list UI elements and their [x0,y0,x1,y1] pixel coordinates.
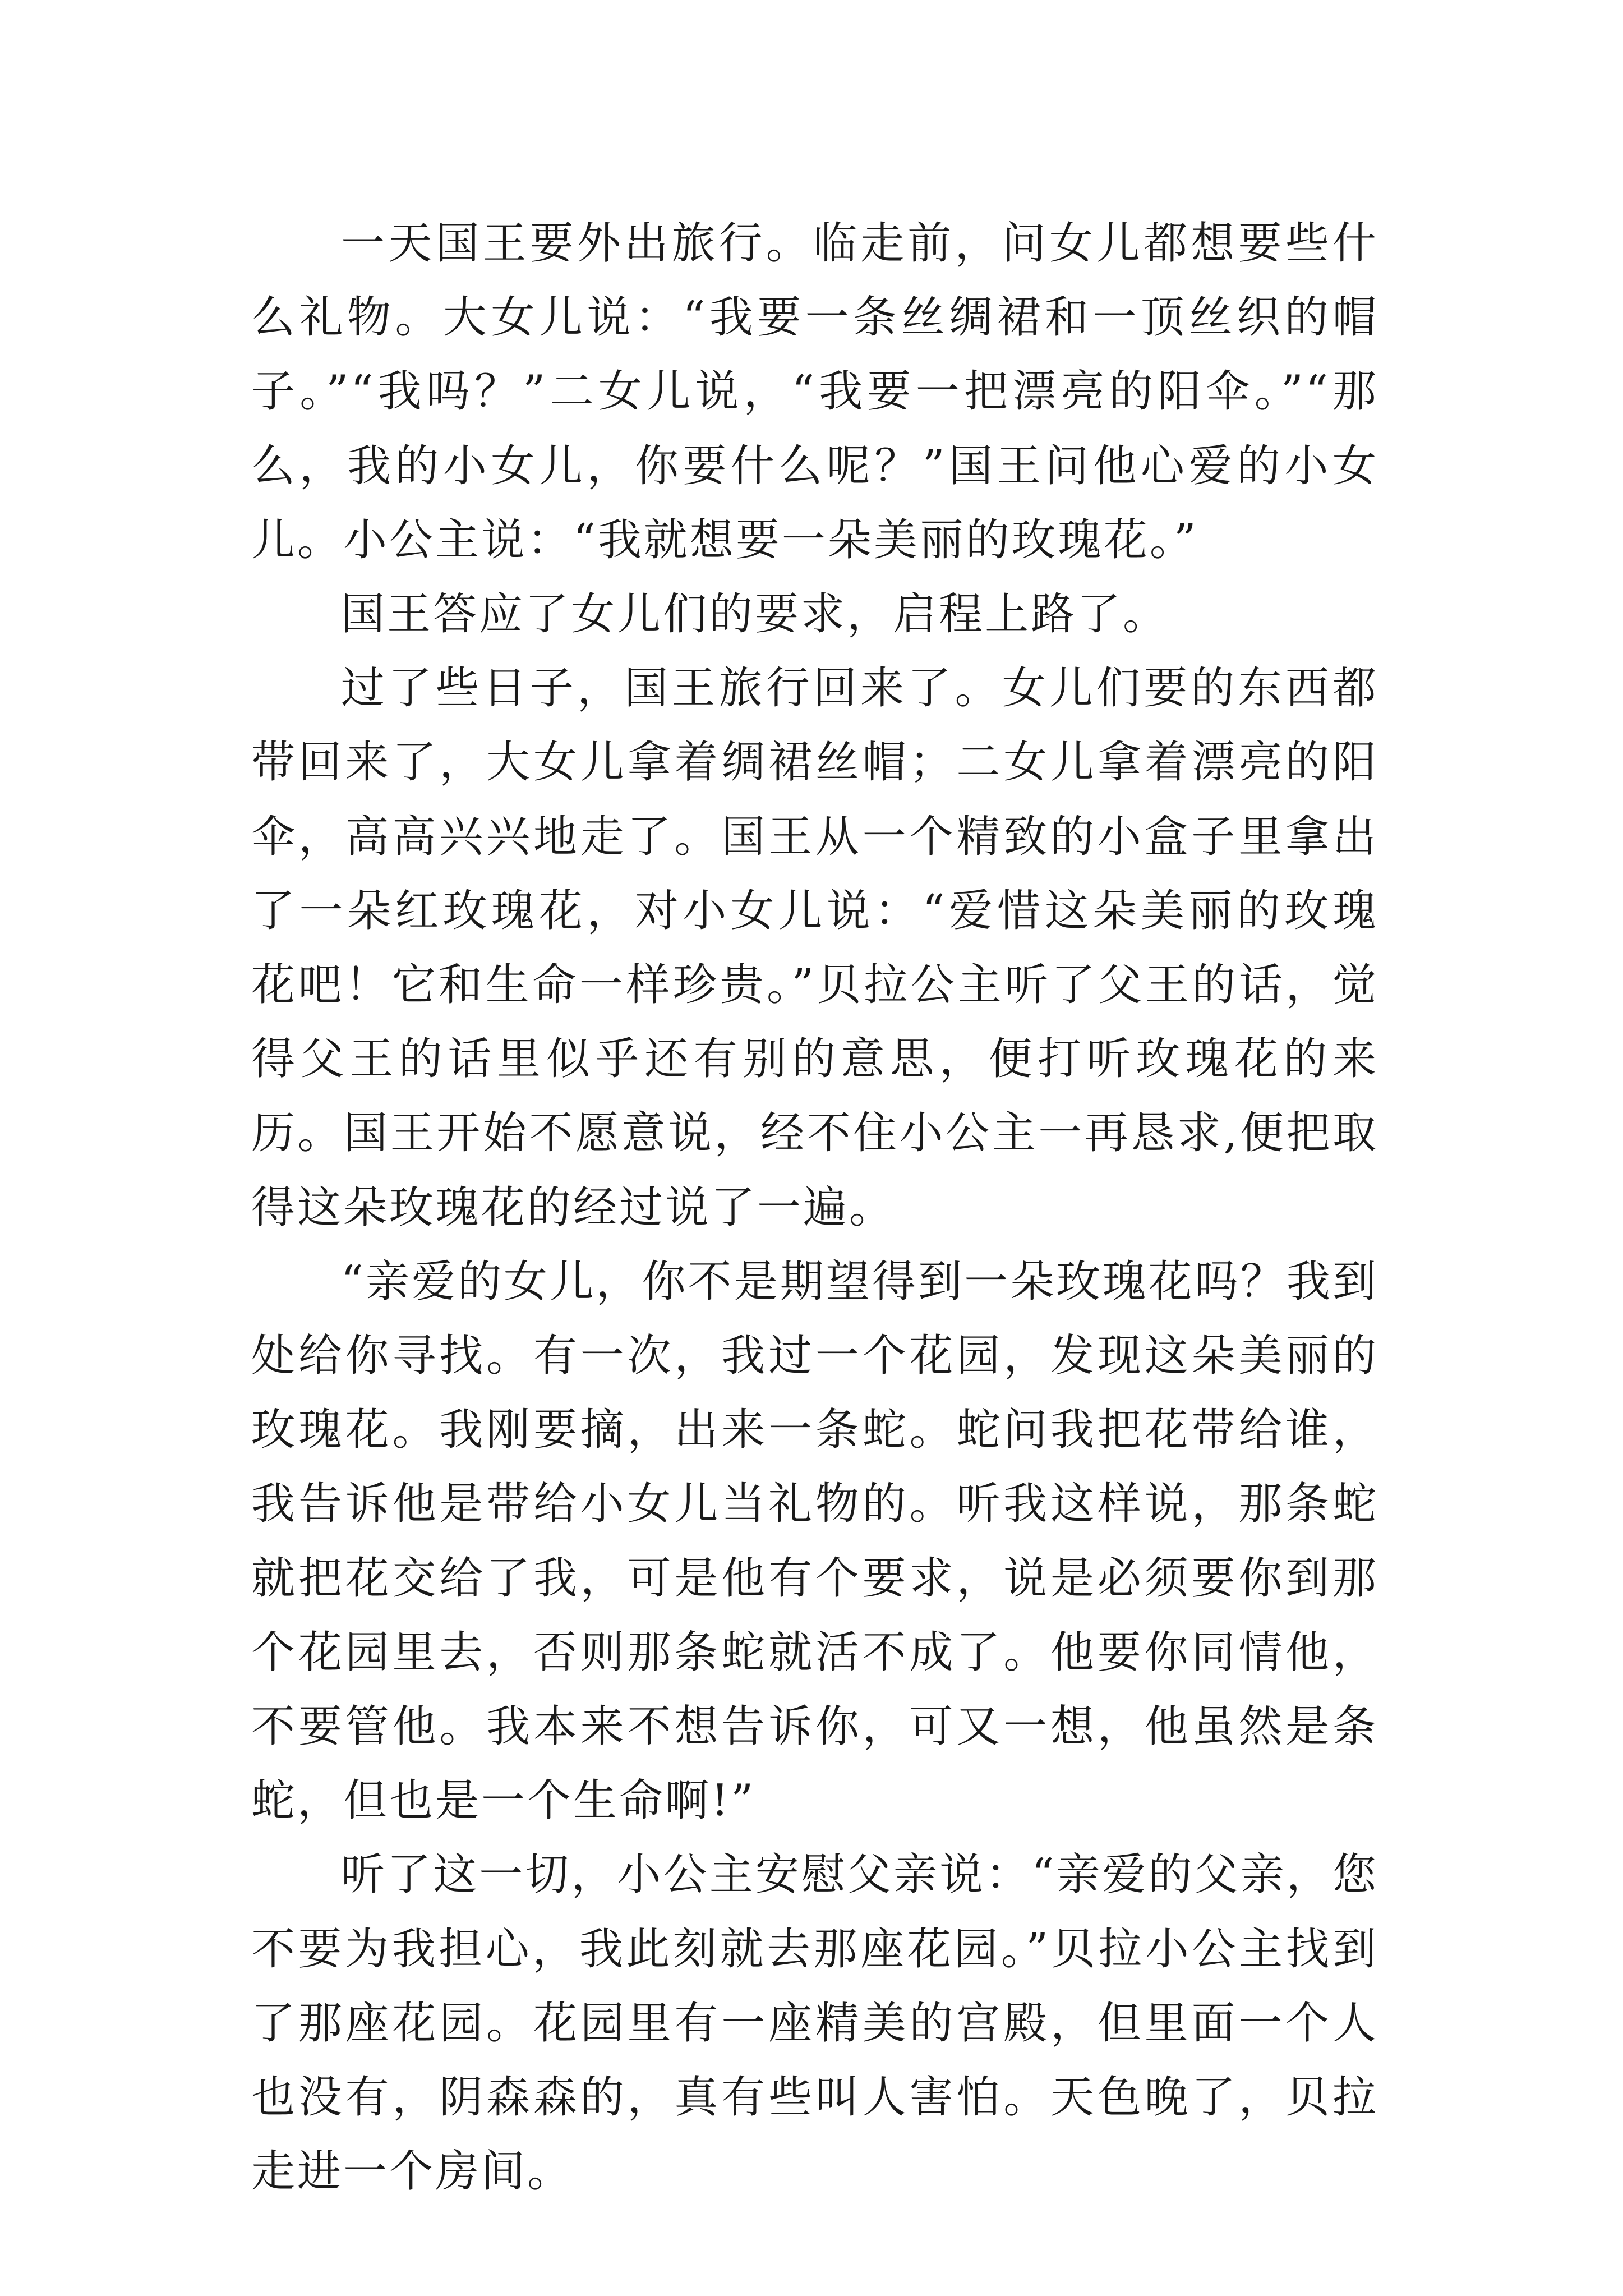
paragraph-4: “亲爱的女儿，你不是期望得到一朵玫瑰花吗？我到处给你寻找。有一次，我过一个花园，发现这朵美丽的玫瑰花。我刚要摘，出来一条蛇。蛇问我把花带给谁，我告诉他是带给小女儿当礼物的。听我这样说，那条蛇就把花交给了我，可是他有个要求，说是必须要你到那个花园里去，否则那条蛇就活不成了。他要你同情他，不要管他。我本来不想告诉你，可又一想，他虽然是条蛇，但也是一个生命啊!” [251,1256,1378,1826]
paragraph-5: 听了这一切，小公主安慰父亲说：“亲爱的父亲，您不要为我担心，我此刻就去那座花园。”贝拉小公主找到了那座花园。花园里有一座精美的宫殿，但里面一个人也没有，阴森森的，真有些叫人害怕。天色晚了，贝拉走进一个房间。 [251,1849,1378,2197]
paragraph-2: 国王答应了女儿们的要求，启程上路了。 [341,589,1169,640]
paragraph-1: 一天国王要外出旅行。临走前，问女儿都想要些什么礼物。大女儿说：“我要一条丝绸裙和一顶丝织的帽子。”“我吗？”二女儿说，“我要一把漂亮的阳伞。”“那么，我的小女儿，你要什么呢？”国王问他心爱的小女儿。小公主说：“我就想要一朵美丽的玫瑰花。” [251,218,1378,565]
story-text [251,206,1378,2208]
paragraph-3: 过了些日子，国王旅行回来了。女儿们要的东西都带回来了，大女儿拿着绸裙丝帽；二女儿拿着漂亮的阳伞，高高兴兴地走了。国王从一个精致的小盒子里拿出了一朵红玫瑰花，对小女儿说：“爱惜这朵美丽的玫瑰花吧！它和生命一样珍贵。”贝拉公主听了父王的话，觉得父王的话里似乎还有别的意思，便打听玫瑰花的来历。国王开始不愿意说，经不住小公主一再恳求,便把取得这朵玫瑰花的经过说了一遍。 [251,663,1378,1233]
